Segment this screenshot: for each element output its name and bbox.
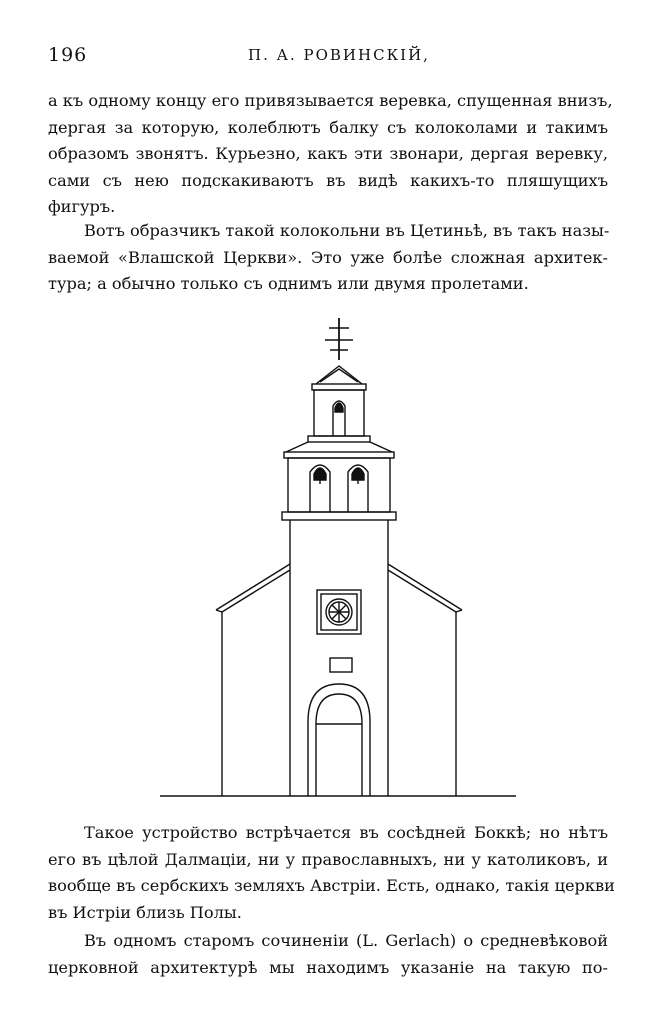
text-line: Такое устройство встрѣчается въ сосѣдней Боккѣ; но нѣтъ bbox=[84, 823, 608, 842]
text-line: вообще въ сербскихъ земляхъ Австріи. Есть, однако, такія церкви bbox=[48, 876, 615, 895]
text-line: фигуръ. bbox=[48, 197, 116, 216]
text-line: тура; а обычно только съ однимъ или двумя пролетами. bbox=[48, 274, 529, 293]
text-line: а къ одному концу его привязывается веревка, спущенная внизъ, bbox=[48, 91, 613, 110]
text-line: церковной архитектурѣ мы находимъ указаніе на такую по- bbox=[48, 957, 608, 977]
page-number: 196 bbox=[48, 44, 88, 66]
page-header bbox=[48, 44, 608, 68]
text-line: сами съ нею подскакиваютъ въ видѣ какихъ-то пляшущихъ bbox=[48, 170, 608, 190]
text-line: образомъ звонятъ. Курьезно, какъ эти звонари, дергая веревку, bbox=[48, 144, 608, 163]
text-line: Вотъ образчикъ такой колокольни въ Цетиньѣ, въ такъ назы- bbox=[84, 221, 610, 240]
bell-icon bbox=[314, 468, 326, 480]
text-line: Въ одномъ старомъ сочиненіи (L. Gerlach) о средневѣковой bbox=[84, 931, 608, 950]
text-line: его въ цѣлой Далмаціи, ни у православныхъ, ни у католиковъ, и bbox=[48, 849, 608, 869]
paragraph-3 bbox=[48, 820, 615, 926]
bell-icon bbox=[335, 403, 343, 412]
paragraph-1 bbox=[48, 88, 613, 221]
paragraph-2 bbox=[48, 218, 608, 298]
text-line: дергая за которую, колеблютъ балку съ колоколами и такимъ bbox=[48, 117, 608, 137]
bell-icon bbox=[352, 468, 364, 480]
running-head: П. А. РОВИНСКІЙ, bbox=[248, 46, 430, 64]
text-line: въ Истріи близь Полы. bbox=[48, 902, 242, 922]
text-line: ваемой «Влашской Церкви». Это уже болѣе сложная архитек- bbox=[48, 247, 608, 267]
paragraph-4 bbox=[48, 928, 608, 981]
church-drawing bbox=[150, 312, 520, 804]
church-illustration bbox=[150, 312, 520, 804]
